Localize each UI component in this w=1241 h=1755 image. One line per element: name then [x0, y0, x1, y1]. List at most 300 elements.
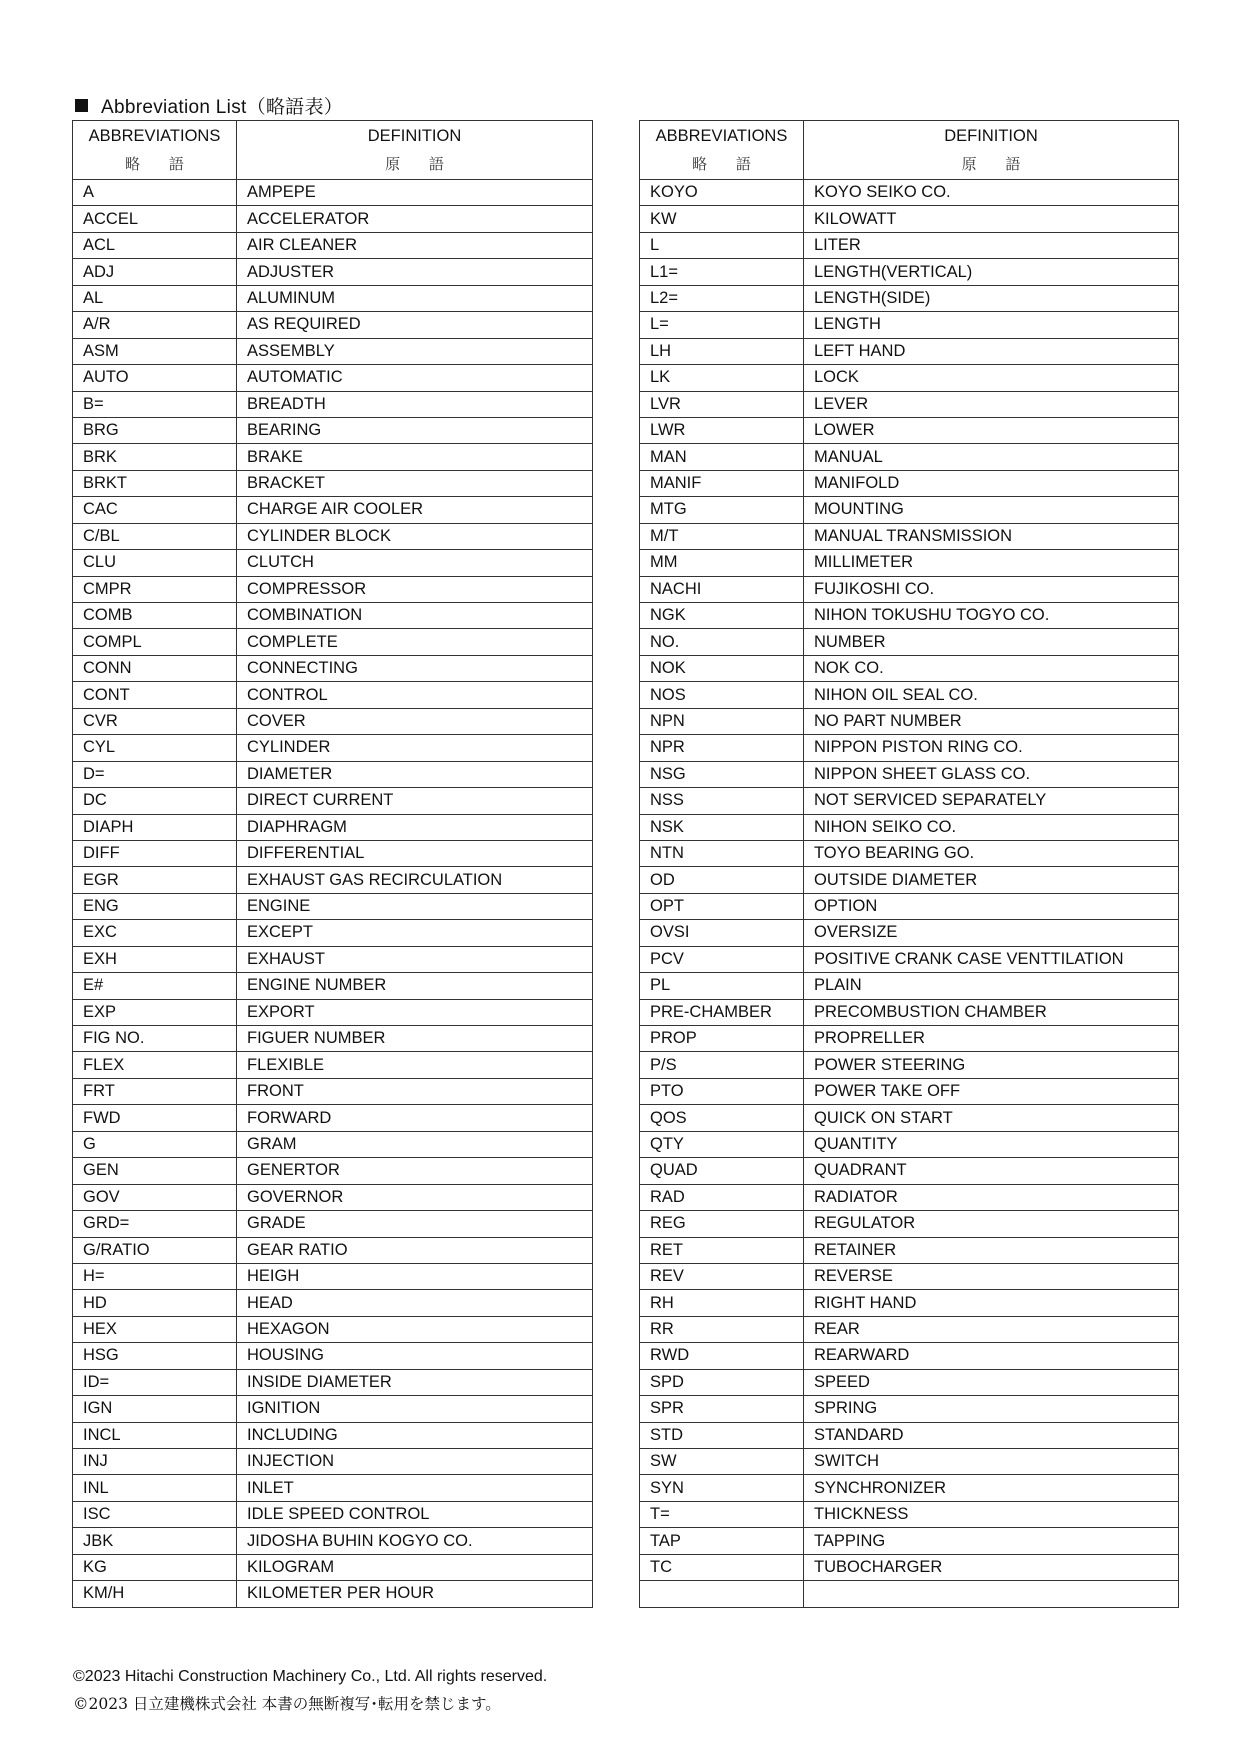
definition-cell: IDLE SPEED CONTROL [237, 1501, 593, 1527]
table-row [640, 1290, 1179, 1316]
table-row [640, 761, 1179, 787]
definition-cell: HEXAGON [237, 1316, 593, 1342]
definition-cell: ACCELERATOR [237, 206, 593, 232]
table-row [640, 1131, 1179, 1157]
definition-cell: ENGINE NUMBER [237, 973, 593, 999]
abbreviation-cell: NOS [640, 682, 804, 708]
abbreviation-cell: GEN [73, 1158, 237, 1184]
table-row [73, 1475, 593, 1501]
table-row [73, 417, 593, 443]
table-header-row [640, 121, 1179, 180]
table-row [640, 1501, 1179, 1527]
table-row [73, 893, 593, 919]
abbreviation-cell: FRT [73, 1078, 237, 1104]
table-row [73, 999, 593, 1025]
abbreviation-cell: MAN [640, 444, 804, 470]
abbreviation-cell: PL [640, 973, 804, 999]
abbreviation-cell: BRG [73, 417, 237, 443]
definition-cell [804, 1581, 1179, 1607]
abbreviation-cell: KG [73, 1554, 237, 1580]
table-row [73, 1396, 593, 1422]
definition-cell: IGNITION [237, 1396, 593, 1422]
abbreviation-cell: PROP [640, 1026, 804, 1052]
abbreviation-cell: INL [73, 1475, 237, 1501]
definition-header-jp: 原 語 [385, 155, 456, 173]
definition-cell: OPTION [804, 893, 1179, 919]
definition-cell: KILOWATT [804, 206, 1179, 232]
abbreviation-cell: SPD [640, 1369, 804, 1395]
definition-cell: THICKNESS [804, 1501, 1179, 1527]
abbreviation-cell: REG [640, 1211, 804, 1237]
table-row [73, 1581, 593, 1607]
abbreviation-cell: MM [640, 550, 804, 576]
definition-header-en: DEFINITION [944, 127, 1038, 145]
abbreviation-cell: RAD [640, 1184, 804, 1210]
abbreviation-cell: NTN [640, 840, 804, 866]
abbreviation-cell: L2= [640, 285, 804, 311]
definition-cell: COMPLETE [237, 629, 593, 655]
definition-cell: FIGUER NUMBER [237, 1026, 593, 1052]
definition-cell: MANUAL TRANSMISSION [804, 523, 1179, 549]
table-row [73, 629, 593, 655]
definition-cell: RETAINER [804, 1237, 1179, 1263]
abbreviation-cell: KOYO [640, 180, 804, 206]
table-row [73, 1026, 593, 1052]
definition-cell: EXHAUST GAS RECIRCULATION [237, 867, 593, 893]
definition-cell: CLUTCH [237, 550, 593, 576]
definition-column-header [804, 121, 1179, 180]
definition-header-en: DEFINITION [367, 127, 462, 145]
table-row [73, 206, 593, 232]
definition-cell: CYLINDER [237, 735, 593, 761]
definition-cell: FRONT [237, 1078, 593, 1104]
definition-cell: COMBINATION [237, 603, 593, 629]
definition-cell: NOK CO. [804, 655, 1179, 681]
table-row [73, 444, 593, 470]
abbreviation-cell: SPR [640, 1396, 804, 1422]
table-header-row [73, 121, 593, 180]
abbreviation-cell: PRE-CHAMBER [640, 999, 804, 1025]
abbreviation-cell: EXH [73, 946, 237, 972]
table-row [640, 523, 1179, 549]
abbreviations-column-header [640, 121, 804, 180]
square-bullet-icon [75, 99, 88, 112]
table-row [73, 1554, 593, 1580]
definition-cell: OUTSIDE DIAMETER [804, 867, 1179, 893]
abbreviations-header-jp: 略 語 [125, 155, 196, 173]
abbreviation-cell: HD [73, 1290, 237, 1316]
definition-cell: ALUMINUM [237, 285, 593, 311]
definition-cell: BREADTH [237, 391, 593, 417]
page-title-text: Abbreviation List（略語表） [101, 97, 344, 118]
table-row [73, 497, 593, 523]
definition-cell: INLET [237, 1475, 593, 1501]
definition-cell: LEVER [804, 391, 1179, 417]
abbreviation-cell: NO. [640, 629, 804, 655]
abbreviation-cell: RH [640, 1290, 804, 1316]
definition-cell: AS REQUIRED [237, 312, 593, 338]
definition-cell: POSITIVE CRANK CASE VENTTILATION [804, 946, 1179, 972]
definition-cell: EXCEPT [237, 920, 593, 946]
abbreviation-cell: LVR [640, 391, 804, 417]
table-row [73, 1528, 593, 1554]
definition-cell: CONNECTING [237, 655, 593, 681]
definition-cell: LOCK [804, 365, 1179, 391]
table-row [73, 523, 593, 549]
definition-cell: CONTROL [237, 682, 593, 708]
table-row [73, 788, 593, 814]
definition-cell: TOYO BEARING GO. [804, 840, 1179, 866]
definition-cell: GRAM [237, 1131, 593, 1157]
table-row [640, 1078, 1179, 1104]
abbreviation-cell: INJ [73, 1449, 237, 1475]
abbreviations-header-jp: 略 語 [692, 155, 763, 173]
definition-cell: INSIDE DIAMETER [237, 1369, 593, 1395]
definition-cell: AIR CLEANER [237, 232, 593, 258]
abbreviation-cell: NPN [640, 708, 804, 734]
table-row [73, 1449, 593, 1475]
abbreviation-cell: QTY [640, 1131, 804, 1157]
definition-cell: POWER TAKE OFF [804, 1078, 1179, 1104]
definition-cell: DIRECT CURRENT [237, 788, 593, 814]
definition-cell: NO PART NUMBER [804, 708, 1179, 734]
definition-cell: PRECOMBUSTION CHAMBER [804, 999, 1179, 1025]
abbreviation-cell: SW [640, 1449, 804, 1475]
abbreviations-header-en: ABBREVIATIONS [655, 127, 788, 145]
abbreviation-cell: NSS [640, 788, 804, 814]
table-row [73, 1158, 593, 1184]
abbreviation-cell: HEX [73, 1316, 237, 1342]
definition-cell: KOYO SEIKO CO. [804, 180, 1179, 206]
table-row [73, 761, 593, 787]
table-row [640, 1263, 1179, 1289]
abbreviation-cell: ADJ [73, 259, 237, 285]
abbreviation-cell: COMB [73, 603, 237, 629]
table-row [640, 470, 1179, 496]
table-row [640, 682, 1179, 708]
table-row [640, 893, 1179, 919]
abbreviation-cell: LK [640, 365, 804, 391]
abbreviation-cell: DIAPH [73, 814, 237, 840]
table-row [73, 1078, 593, 1104]
definition-cell: GRADE [237, 1211, 593, 1237]
definition-cell: SWITCH [804, 1449, 1179, 1475]
abbreviation-cell: B= [73, 391, 237, 417]
definition-cell: BRAKE [237, 444, 593, 470]
definition-cell: LENGTH [804, 312, 1179, 338]
definition-cell: RADIATOR [804, 1184, 1179, 1210]
table-row [73, 1184, 593, 1210]
definition-cell: NUMBER [804, 629, 1179, 655]
table-row [73, 365, 593, 391]
table-row [640, 285, 1179, 311]
abbreviation-cell: NOK [640, 655, 804, 681]
definition-cell: FUJIKOSHI CO. [804, 576, 1179, 602]
abbreviation-cell: G/RATIO [73, 1237, 237, 1263]
abbreviation-cell: GRD= [73, 1211, 237, 1237]
table-row [73, 814, 593, 840]
definition-cell: EXHAUST [237, 946, 593, 972]
definition-cell: BEARING [237, 417, 593, 443]
definition-cell: ADJUSTER [237, 259, 593, 285]
abbreviation-cell: LWR [640, 417, 804, 443]
abbreviation-cell: RWD [640, 1343, 804, 1369]
table-row [73, 1422, 593, 1448]
table-row [73, 312, 593, 338]
definition-cell: OVERSIZE [804, 920, 1179, 946]
definition-cell: LENGTH(VERTICAL) [804, 259, 1179, 285]
definition-cell: NIPPON SHEET GLASS CO. [804, 761, 1179, 787]
table-row [640, 1396, 1179, 1422]
abbreviation-cell: A [73, 180, 237, 206]
abbreviation-cell: OVSI [640, 920, 804, 946]
table-row [640, 655, 1179, 681]
abbreviation-cell: PTO [640, 1078, 804, 1104]
abbreviation-cell: OD [640, 867, 804, 893]
abbreviation-cell: PCV [640, 946, 804, 972]
abbreviation-cell: NSG [640, 761, 804, 787]
table-row [640, 1052, 1179, 1078]
definition-cell: SPRING [804, 1396, 1179, 1422]
definition-cell: RIGHT HAND [804, 1290, 1179, 1316]
table-row [73, 285, 593, 311]
abbreviation-cell: TAP [640, 1528, 804, 1554]
abbreviation-cell: COMPL [73, 629, 237, 655]
table-row [640, 867, 1179, 893]
table-row [640, 497, 1179, 523]
table-row [73, 1105, 593, 1131]
table-row [640, 1343, 1179, 1369]
table-row [640, 1105, 1179, 1131]
abbreviation-cell: QUAD [640, 1158, 804, 1184]
abbreviation-cell: ASM [73, 338, 237, 364]
definition-cell: NIHON OIL SEAL CO. [804, 682, 1179, 708]
abbreviation-cell: A/R [73, 312, 237, 338]
abbreviation-cell: FLEX [73, 1052, 237, 1078]
abbreviation-cell: ACCEL [73, 206, 237, 232]
definition-cell: CHARGE AIR COOLER [237, 497, 593, 523]
table-row [73, 550, 593, 576]
table-row [640, 444, 1179, 470]
definition-cell: QUADRANT [804, 1158, 1179, 1184]
definition-cell: SYNCHRONIZER [804, 1475, 1179, 1501]
abbreviation-cell: QOS [640, 1105, 804, 1131]
table-row [640, 206, 1179, 232]
table-row [640, 1422, 1179, 1448]
abbreviation-cell: C/BL [73, 523, 237, 549]
definition-cell: MANUAL [804, 444, 1179, 470]
table-row [640, 259, 1179, 285]
table-row [640, 999, 1179, 1025]
abbreviation-cell: D= [73, 761, 237, 787]
table-row [73, 1316, 593, 1342]
definition-cell: REVERSE [804, 1263, 1179, 1289]
abbreviation-cell: MTG [640, 497, 804, 523]
abbreviation-cell: BRKT [73, 470, 237, 496]
definition-cell: QUANTITY [804, 1131, 1179, 1157]
copyright-japanese: ©2023 日立建機株式会社 本書の無断複写･転用を禁じます。 [73, 1695, 501, 1713]
definition-cell: KILOMETER PER HOUR [237, 1581, 593, 1607]
definition-cell: SPEED [804, 1369, 1179, 1395]
abbreviation-cell: RR [640, 1316, 804, 1342]
copyright-english: ©2023 Hitachi Construction Machinery Co., Ltd. All rights reserved. [73, 1668, 548, 1685]
definition-cell: INJECTION [237, 1449, 593, 1475]
table-row [640, 417, 1179, 443]
abbreviation-cell: STD [640, 1422, 804, 1448]
table-row [73, 603, 593, 629]
abbreviation-list-right [640, 180, 1179, 1608]
definition-cell: HOUSING [237, 1343, 593, 1369]
abbreviation-cell: EGR [73, 867, 237, 893]
abbreviation-cell: EXP [73, 999, 237, 1025]
abbreviation-cell: HSG [73, 1343, 237, 1369]
table-row [640, 946, 1179, 972]
table-row [640, 1581, 1179, 1607]
table-row [73, 1263, 593, 1289]
table-row [73, 1501, 593, 1527]
abbreviation-cell: L= [640, 312, 804, 338]
abbreviation-table-right [639, 120, 1179, 1608]
abbreviation-cell: CYL [73, 735, 237, 761]
definition-cell: BRACKET [237, 470, 593, 496]
abbreviation-cell: DIFF [73, 840, 237, 866]
abbreviation-cell: DC [73, 788, 237, 814]
definition-cell: FLEXIBLE [237, 1052, 593, 1078]
definition-cell: HEAD [237, 1290, 593, 1316]
table-row [73, 1343, 593, 1369]
abbreviation-cell: CMPR [73, 576, 237, 602]
abbreviation-cell: REV [640, 1263, 804, 1289]
table-row [640, 840, 1179, 866]
table-row [640, 576, 1179, 602]
definition-cell: MANIFOLD [804, 470, 1179, 496]
table-row [73, 946, 593, 972]
table-row [73, 735, 593, 761]
abbreviation-cell: NACHI [640, 576, 804, 602]
definition-cell: FORWARD [237, 1105, 593, 1131]
definition-cell: AUTOMATIC [237, 365, 593, 391]
definition-cell: NOT SERVICED SEPARATELY [804, 788, 1179, 814]
definition-cell: ENGINE [237, 893, 593, 919]
abbreviation-cell: JBK [73, 1528, 237, 1554]
abbreviation-list-left [73, 180, 593, 1608]
definition-cell: PROPRELLER [804, 1026, 1179, 1052]
definition-cell: REAR [804, 1316, 1179, 1342]
abbreviation-cell: KW [640, 206, 804, 232]
definition-cell: DIFFERENTIAL [237, 840, 593, 866]
table-row [640, 1184, 1179, 1210]
definition-cell: STANDARD [804, 1422, 1179, 1448]
page-title [75, 92, 343, 119]
definition-cell: DIAMETER [237, 761, 593, 787]
table-row [73, 180, 593, 206]
definition-cell: COVER [237, 708, 593, 734]
table-row [73, 391, 593, 417]
table-row [73, 1052, 593, 1078]
definition-cell: LENGTH(SIDE) [804, 285, 1179, 311]
abbreviation-cell: AL [73, 285, 237, 311]
table-row [73, 1211, 593, 1237]
abbreviation-cell: CONN [73, 655, 237, 681]
definition-cell: POWER STEERING [804, 1052, 1179, 1078]
abbreviation-cell: ACL [73, 232, 237, 258]
table-row [73, 259, 593, 285]
table-row [73, 867, 593, 893]
abbreviation-cell: E# [73, 973, 237, 999]
definition-cell: TAPPING [804, 1528, 1179, 1554]
abbreviation-cell: CAC [73, 497, 237, 523]
definition-cell: GEAR RATIO [237, 1237, 593, 1263]
abbreviation-cell: FIG NO. [73, 1026, 237, 1052]
table-row [640, 814, 1179, 840]
abbreviation-cell: T= [640, 1501, 804, 1527]
definition-cell: NIHON TOKUSHU TOGYO CO. [804, 603, 1179, 629]
abbreviation-cell: EXC [73, 920, 237, 946]
definition-cell: REGULATOR [804, 1211, 1179, 1237]
table-row [73, 840, 593, 866]
abbreviation-cell: OPT [640, 893, 804, 919]
table-row [640, 1554, 1179, 1580]
definition-cell: TUBOCHARGER [804, 1554, 1179, 1580]
abbreviation-cell: TC [640, 1554, 804, 1580]
table-row [640, 1026, 1179, 1052]
definition-cell: MOUNTING [804, 497, 1179, 523]
definition-cell: INCLUDING [237, 1422, 593, 1448]
table-row [73, 1131, 593, 1157]
table-row [73, 682, 593, 708]
abbreviation-cell: CONT [73, 682, 237, 708]
abbreviation-cell: ISC [73, 1501, 237, 1527]
definition-header-jp: 原 語 [961, 155, 1033, 173]
table-row [640, 338, 1179, 364]
abbreviation-cell: IGN [73, 1396, 237, 1422]
definition-cell: MILLIMETER [804, 550, 1179, 576]
table-row [73, 1369, 593, 1395]
table-row [640, 391, 1179, 417]
definition-cell: QUICK ON START [804, 1105, 1179, 1131]
definition-cell: REARWARD [804, 1343, 1179, 1369]
abbreviation-cell: CLU [73, 550, 237, 576]
definition-cell: ASSEMBLY [237, 338, 593, 364]
abbreviation-cell: LH [640, 338, 804, 364]
definition-cell: PLAIN [804, 973, 1179, 999]
table-row [640, 629, 1179, 655]
table-row [640, 708, 1179, 734]
table-row [73, 338, 593, 364]
table-row [640, 365, 1179, 391]
table-row [73, 655, 593, 681]
table-row [640, 973, 1179, 999]
abbreviation-cell: L [640, 232, 804, 258]
abbreviation-cell: RET [640, 1237, 804, 1263]
abbreviation-cell: NPR [640, 735, 804, 761]
abbreviation-cell: KM/H [73, 1581, 237, 1607]
abbreviation-cell: INCL [73, 1422, 237, 1448]
abbreviation-cell: BRK [73, 444, 237, 470]
abbreviation-cell: ID= [73, 1369, 237, 1395]
definition-cell: GENERTOR [237, 1158, 593, 1184]
table-row [640, 920, 1179, 946]
table-row [640, 788, 1179, 814]
abbreviation-cell: ENG [73, 893, 237, 919]
table-row [73, 232, 593, 258]
definition-cell: EXPORT [237, 999, 593, 1025]
table-row [640, 180, 1179, 206]
definition-cell: KILOGRAM [237, 1554, 593, 1580]
definition-column-header [237, 121, 593, 180]
abbreviation-cell: FWD [73, 1105, 237, 1131]
definition-cell: JIDOSHA BUHIN KOGYO CO. [237, 1528, 593, 1554]
